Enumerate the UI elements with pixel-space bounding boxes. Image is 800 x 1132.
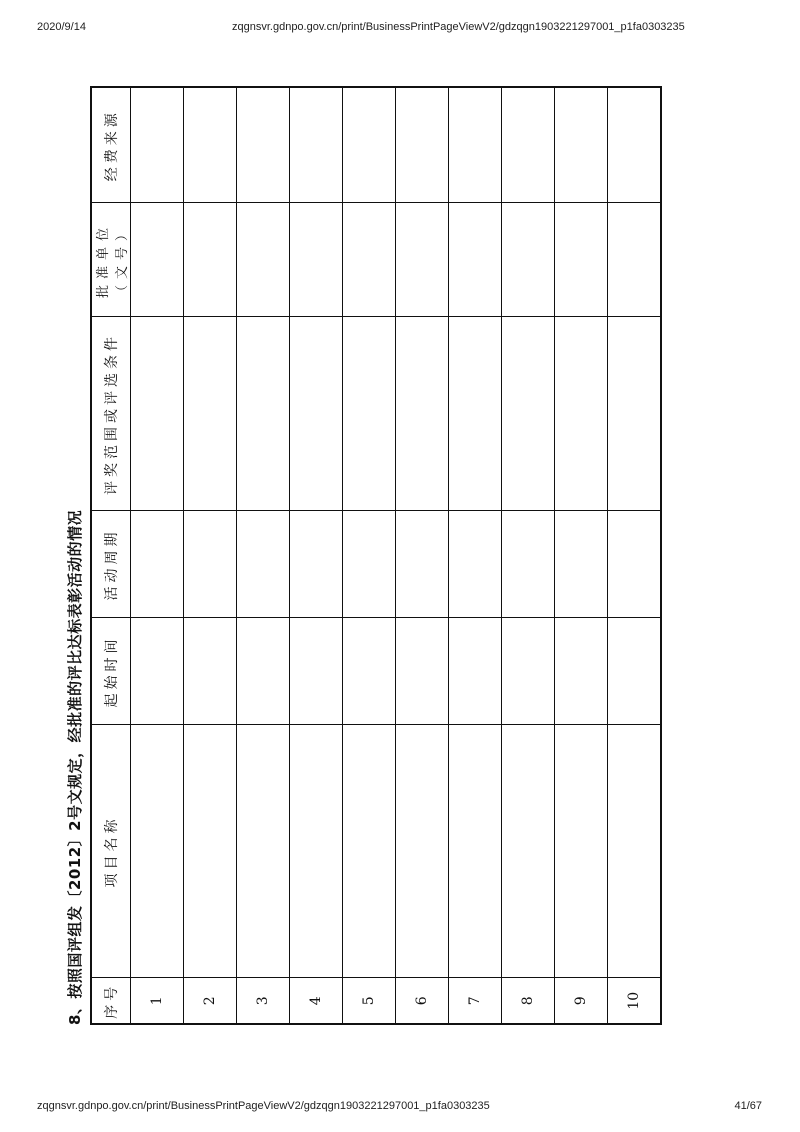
cell-approver [501,203,554,317]
cell-scope [342,317,395,511]
cell-name [236,725,289,978]
cell-funding [607,87,661,203]
cell-name [395,725,448,978]
cell-scope [130,317,183,511]
table-row [130,87,183,1024]
cell-cycle [289,511,342,618]
table-row [554,87,607,1024]
cell-approver [289,203,342,317]
col-header-start-time: 起始时间 [91,618,131,725]
rotated-table-area [62,88,657,1025]
cell-seq: 5 [342,978,395,1024]
cell-name [448,725,501,978]
cell-seq: 8 [501,978,554,1024]
table-row [395,87,448,1024]
cell-start-time [289,618,342,725]
cell-scope [236,317,289,511]
cell-funding [501,87,554,203]
cell-start-time [607,618,661,725]
cell-seq: 3 [236,978,289,1024]
cell-funding [289,87,342,203]
cell-funding [130,87,183,203]
cell-start-time [501,618,554,725]
cell-start-time [395,618,448,725]
col-header-funding: 经费来源 [91,87,131,203]
col-header-name: 项目名称 [91,725,131,978]
cell-approver [183,203,236,317]
cell-seq: 9 [554,978,607,1024]
cell-scope [395,317,448,511]
cell-scope [183,317,236,511]
table-row [183,87,236,1024]
approver-doc-label: （文号） [114,221,130,298]
cell-scope [289,317,342,511]
cell-funding [448,87,501,203]
cell-cycle [554,511,607,618]
cell-name [183,725,236,978]
cell-name [607,725,661,978]
cell-seq: 6 [395,978,448,1024]
cell-name [554,725,607,978]
cell-scope [554,317,607,511]
table-row [501,87,554,1024]
print-url-header: zqgnsvr.gdnpo.gov.cn/print/BusinessPrintPageViewV2/gdzqgn1903221297001_p1fa0303235 [232,21,685,33]
cell-seq: 1 [130,978,183,1024]
cell-approver [554,203,607,317]
cell-name [501,725,554,978]
cell-approver [236,203,289,317]
cell-funding [183,87,236,203]
cell-cycle [183,511,236,618]
cell-seq: 7 [448,978,501,1024]
cell-cycle [448,511,501,618]
cell-cycle [501,511,554,618]
cell-start-time [130,618,183,725]
cell-scope [607,317,661,511]
print-url-footer: zqgnsvr.gdnpo.gov.cn/print/BusinessPrintPageViewV2/gdzqgn1903221297001_p1fa0303235 [37,1100,490,1112]
table-row [342,87,395,1024]
page-number: 41/67 [734,1100,762,1112]
cell-approver [342,203,395,317]
section-title: 8、按照国评组发〔2012〕2号文规定，经批准的评比达标表彰活动的情况 [65,509,84,1025]
cell-cycle [395,511,448,618]
cell-seq: 4 [289,978,342,1024]
cell-funding [342,87,395,203]
table-row [448,87,501,1024]
col-header-seq: 序号 [91,978,131,1024]
cell-cycle [342,511,395,618]
table-header-row [91,87,131,1024]
cell-approver [448,203,501,317]
table-row [236,87,289,1024]
cell-scope [501,317,554,511]
cell-funding [236,87,289,203]
cell-approver [395,203,448,317]
cell-seq: 10 [607,978,661,1024]
cell-funding [554,87,607,203]
cell-approver [607,203,661,317]
col-header-cycle: 活动周期 [91,511,131,618]
cell-start-time [236,618,289,725]
col-header-scope: 评奖范围或评选条件 [91,317,131,511]
cell-cycle [236,511,289,618]
cell-start-time [554,618,607,725]
cell-start-time [342,618,395,725]
cell-funding [395,87,448,203]
cell-start-time [183,618,236,725]
print-date: 2020/9/14 [37,21,86,33]
cell-name [130,725,183,978]
cell-start-time [448,618,501,725]
cell-scope [448,317,501,511]
award-activities-table [90,86,662,1025]
cell-approver [130,203,183,317]
cell-cycle [130,511,183,618]
col-header-approver [91,203,131,317]
table-row [289,87,342,1024]
cell-name [342,725,395,978]
cell-cycle [607,511,661,618]
cell-seq: 2 [183,978,236,1024]
cell-name [289,725,342,978]
table-row [607,87,661,1024]
approver-label: 批准单位 [95,221,111,298]
